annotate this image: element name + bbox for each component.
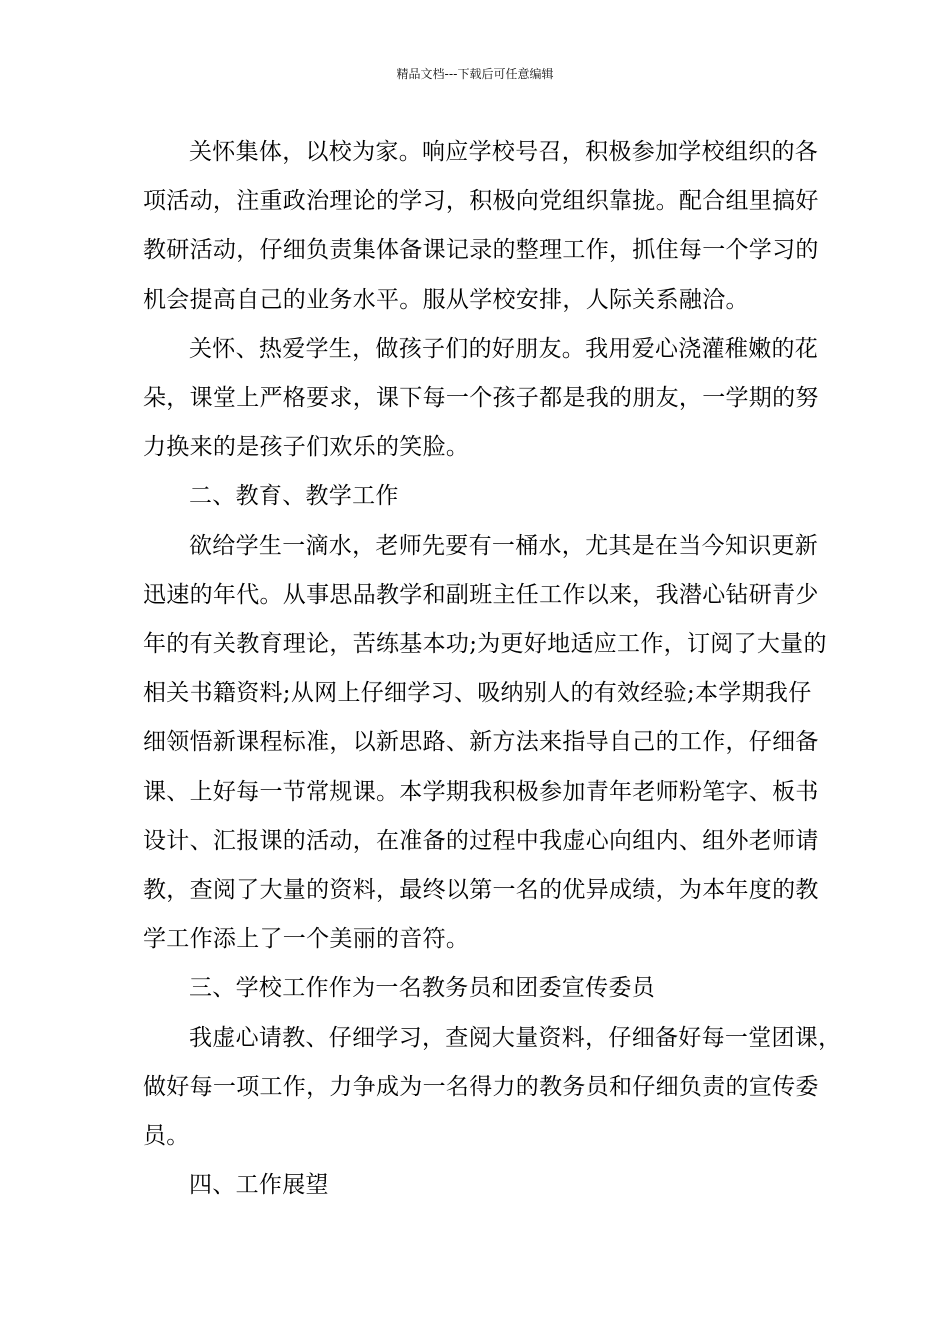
section-heading-teaching <box>143 472 808 521</box>
section-heading-outlook <box>143 1161 808 1210</box>
section-heading-text: 二、教育、教学工作 <box>189 483 399 510</box>
text-line: 机会提高自己的业务水平。服从学校安排，人际关系融洽。 <box>143 286 749 313</box>
text-line: 项活动，注重政治理论的学习，积极向党组织靠拢。配合组里搞好 <box>143 188 819 215</box>
text-line: 力换来的是孩子们欢乐的笑脸。 <box>143 434 470 461</box>
section-heading-text: 四、工作展望 <box>189 1172 329 1199</box>
text-line: 教研活动，仔细负责集体备课记录的整理工作，抓住每一个学习的 <box>143 237 819 264</box>
text-line: 学工作添上了一个美丽的音符。 <box>143 926 470 953</box>
paragraph-students <box>143 325 819 473</box>
page-header: 精品文档---下载后可任意编辑 <box>396 67 554 81</box>
paragraph-school-work <box>143 1014 842 1162</box>
text-line: 年的有关教育理论，苦练基本功;为更好地适应工作，订阅了大量的 <box>143 631 827 658</box>
text-line: 细领悟新课程标准，以新思路、新方法来指导自己的工作，仔细备 <box>143 729 819 756</box>
text-line: 迅速的年代。从事思品教学和副班主任工作以来，我潜心钻研青少 <box>143 581 819 608</box>
text-line: 我虚心请教、仔细学习，查阅大量资料，仔细备好每一堂团课， <box>189 1024 842 1051</box>
text-line: 做好每一项工作，力争成为一名得力的教务员和仔细负责的宣传委 <box>143 1073 819 1100</box>
section-heading-text: 三、学校工作作为一名教务员和团委宣传委员 <box>189 975 655 1002</box>
text-line: 欲给学生一滴水，老师先要有一桶水，尤其是在当今知识更新 <box>189 532 819 559</box>
paragraph-collective <box>143 128 819 325</box>
section-heading-school-work <box>143 964 808 1013</box>
document-body <box>143 128 842 1210</box>
text-line: 设计、汇报课的活动，在准备的过程中我虚心向组内、组外老师请 <box>143 827 819 854</box>
text-line: 相关书籍资料;从网上仔细学习、吸纳别人的有效经验;本学期我仔 <box>143 680 812 707</box>
text-line: 课、上好每一节常规课。本学期我积极参加青年老师粉笔字、板书 <box>143 778 819 805</box>
text-line: 教，查阅了大量的资料，最终以第一名的优异成绩，为本年度的教 <box>143 877 819 904</box>
text-line: 员。 <box>143 1123 190 1150</box>
text-line: 关怀、热爱学生，做孩子们的好朋友。我用爱心浇灌稚嫩的花 <box>189 335 819 362</box>
text-line: 关怀集体，以校为家。响应学校号召，积极参加学校组织的各 <box>189 139 819 165</box>
paragraph-teaching <box>143 522 827 965</box>
text-line: 朵，课堂上严格要求，课下每一个孩子都是我的朋友，一学期的努 <box>143 385 819 412</box>
